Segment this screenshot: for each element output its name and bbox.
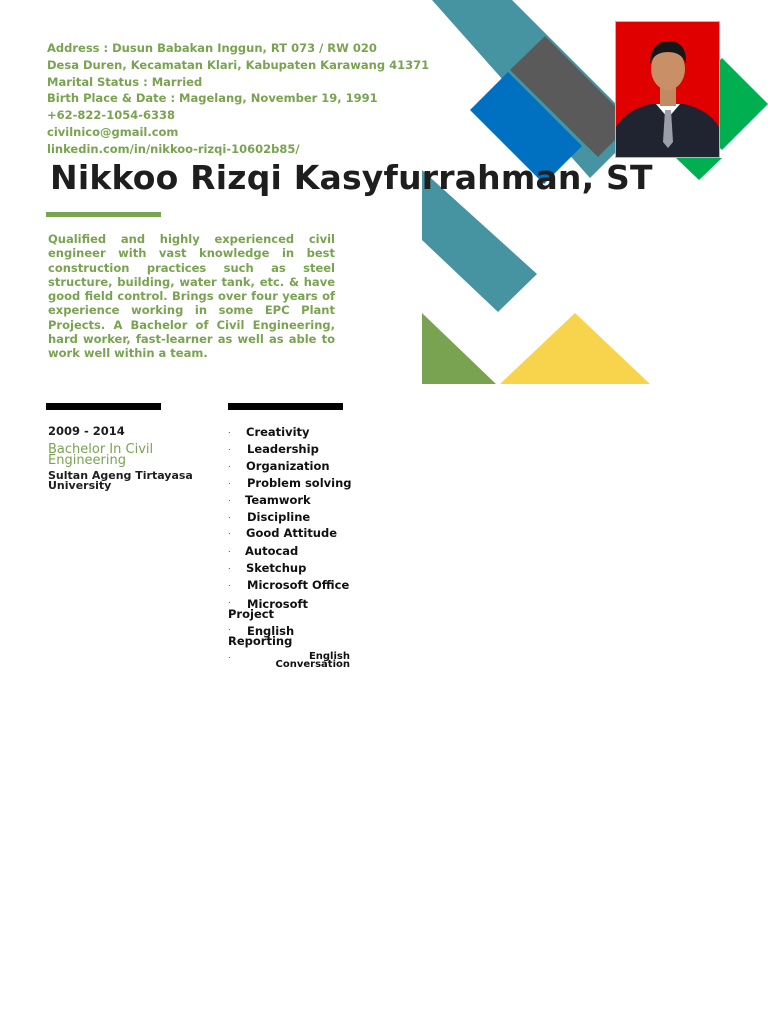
skill-label: Problem solving [247,476,352,490]
profile-photo [615,21,720,158]
olive-green-triangle [422,313,496,384]
skill-label: Microsoft Project [228,597,309,621]
skill-label: Creativity [246,425,310,439]
yellow-triangle [500,313,650,384]
skill-label: Discipline [247,510,311,524]
bullet-icon: . [228,651,231,660]
bullet-icon: . [228,623,231,632]
marital-status: Marital Status : Married [47,74,203,89]
skill-label: Teamwork [245,493,311,507]
skill-label: Autocad [245,544,299,558]
skill-label: Microsoft Office [247,578,350,592]
linkedin-link[interactable]: linkedin.com/in/nikkoo-rizqi-10602b85/ [47,141,300,156]
skills-divider [228,403,343,410]
skill-label: Leadership [247,442,319,456]
name-underline [46,212,161,217]
birth-place-date: Birth Place & Date : Magelang, November 19, 1991 [47,91,378,106]
bullet-icon: . [228,426,231,435]
bullet-icon: . [228,494,231,503]
education-divider [46,403,161,410]
skill-item [228,645,358,677]
address-line-2: Desa Duren, Kecamatan Klari, Kabupaten Karawang 41371 [47,57,430,72]
bullet-icon: . [228,477,231,486]
skill-label: English Conversation [275,651,350,670]
skill-label: Organization [246,459,330,473]
email-address[interactable]: civilnico@gmail.com [47,124,179,139]
education-school: Sultan Ageng Tirtayasa University [48,469,193,492]
bullet-icon: . [228,596,231,605]
contact-info [47,40,429,158]
education-degree: Bachelor In Civil Engineering [48,442,154,468]
green-triangle-small [676,158,722,180]
person-portrait-icon [616,22,719,157]
candidate-name: Nikkoo Rizqi Kasyfurrahman, ST [50,158,653,197]
address-line-1: Address : Dusun Babakan Inggun, RT 073 / RW 020 [47,41,377,55]
phone-number: +62-822-1054-6338 [47,108,175,123]
skill-label: Sketchup [246,561,307,575]
skill-item [228,521,368,541]
skill-label: Good Attitude [246,526,338,540]
profile-summary: Qualified and highly experienced civil engineer with vast knowledge in best construction practices such as steel structure, building, water tank, etc. & have good field control. Brings over four years of experience working in some EPC Plant Projects. A Bachelor of Civil Engineering, hard worker, fast-learner as well as able to work well within a team. [48,232,335,361]
bullet-icon: . [228,545,231,554]
bullet-icon: . [228,579,231,588]
bullet-icon: . [228,527,231,536]
bullet-icon: . [228,511,231,520]
skill-label: English Reporting [228,624,295,648]
bullet-icon: . [228,562,231,571]
education-years: 2009 - 2014 [48,424,125,438]
bullet-icon: . [228,460,231,469]
bullet-icon: . [228,443,231,452]
